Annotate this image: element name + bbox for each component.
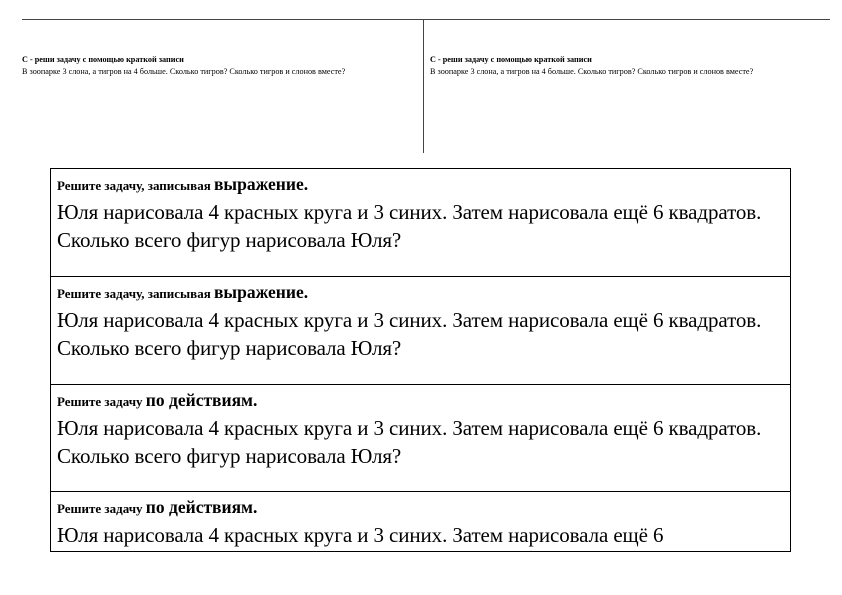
instruction-emphasis: выражение. <box>213 174 309 194</box>
top-column-divider <box>423 20 424 153</box>
top-card-left <box>22 54 414 77</box>
task-card <box>51 276 790 384</box>
instruction-text: Решите задачу, записывая <box>57 178 211 193</box>
task-instruction <box>57 281 784 305</box>
instruction-emphasis: выражение. <box>213 282 309 302</box>
top-card-heading: С - реши задачу с помощью краткой записи <box>430 55 592 64</box>
task-instruction <box>57 496 784 520</box>
instruction-emphasis: по действиям. <box>145 497 258 517</box>
instruction-text: Решите задачу <box>57 501 143 516</box>
top-card-heading: С - реши задачу с помощью краткой записи <box>22 55 184 64</box>
instruction-text: Решите задачу <box>57 394 143 409</box>
task-problem-text: Юля нарисовала 4 красных круга и 3 синих. Затем нарисовала ещё 6 <box>57 523 664 547</box>
top-rule <box>22 19 830 20</box>
task-card <box>51 169 790 276</box>
top-card-text: В зоопарке 3 слона, а тигров на 4 больше. Сколько тигров? Сколько тигров и слонов вместе? <box>430 66 754 76</box>
task-instruction <box>57 389 784 413</box>
task-problem-text: Юля нарисовала 4 красных круга и 3 синих. Затем нарисовала ещё 6 квадратов. Сколько всего фигур нарисовала Юля? <box>57 200 762 252</box>
task-card <box>51 384 790 491</box>
task-problem-text: Юля нарисовала 4 красных круга и 3 синих. Затем нарисовала ещё 6 квадратов. Сколько всего фигур нарисовала Юля? <box>57 308 762 360</box>
task-card <box>51 491 790 551</box>
top-card-right <box>430 54 822 77</box>
instruction-emphasis: по действиям. <box>145 390 258 410</box>
task-cards-table <box>50 168 791 552</box>
top-card-text: В зоопарке 3 слона, а тигров на 4 больше. Сколько тигров? Сколько тигров и слонов вместе? <box>22 66 346 76</box>
task-instruction <box>57 173 784 197</box>
task-problem-text: Юля нарисовала 4 красных круга и 3 синих. Затем нарисовала ещё 6 квадратов. Сколько всего фигур нарисовала Юля? <box>57 416 762 468</box>
instruction-text: Решите задачу, записывая <box>57 286 211 301</box>
